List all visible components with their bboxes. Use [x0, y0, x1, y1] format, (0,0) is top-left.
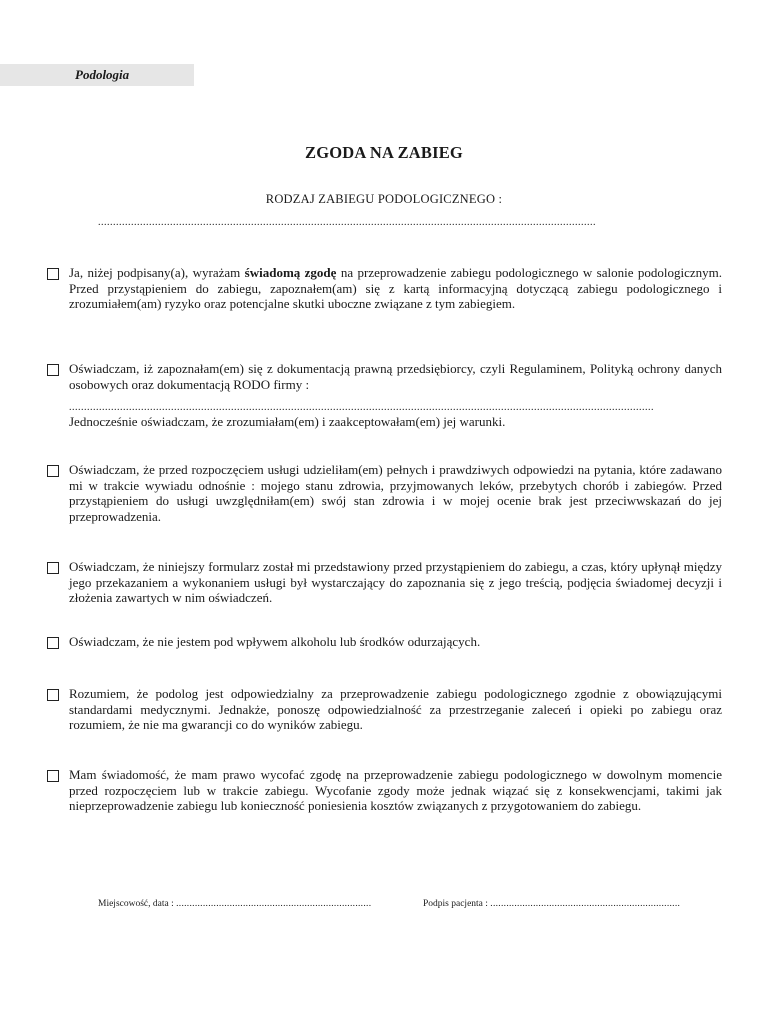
procedure-type-label: RODZAJ ZABIEGU PODOLOGICZNEGO :: [265, 192, 503, 206]
consent-text-3: Oświadczam, że przed rozpoczęciem usługi udzieliłam(em) pełnych i prawdziwych odpowiedzi na pytania, które zadawano mi w trakcie wywiadu odnośnie : mojego stanu zdrowia, przyjmowanych leków, przebytych chorób i zabiegów. Przed przystąpieniem do usługi uwzględniłam(em) swój stan zdrowia i w mojej ocenie brak jest przeciwwskazań do jej przeprowadzenia.: [69, 462, 722, 524]
procedure-type-blank[interactable]: ......................................................................................................................................................................: [98, 218, 596, 228]
patient-signature-label: Podpis pacjenta :: [423, 899, 488, 909]
consent-item-2: [47, 361, 722, 392]
consent-text-6: Rozumiem, że podolog jest odpowiedzialny za przeprowadzenie zabiegu podologicznego zgodnie z obowiązującymi standardami medycznymi. Jednakże, ponoszę odpowiedzialność za przestrzeganie zaleceń i opieki po zabiegu oraz rozumiem, że nie ma gwarancji co do wyników zabiegu.: [69, 686, 722, 732]
place-date-label: Miejscowość, data :: [98, 899, 174, 909]
consent-text-7: Mam świadomość, że mam prawo wycofać zgodę na przeprowadzenie zabiegu podologicznego w dowolnym momencie przed rozpoczęciem lub w trakcie zabiegu. Wycofanie zgody może jednak wiązać się z konsekwencjami, takimi jak nieprzeprowadzenie zabiegu lub konieczność poniesienia kosztów związanych z przygotowaniem do zabiegu.: [69, 767, 722, 813]
consent-text-2: Oświadczam, iż zapoznałam(em) się z dokumentacją prawną przedsiębiorcy, czyli Regulaminem, Polityką ochrony danych osobowych oraz dokumentacją RODO firmy :: [69, 361, 722, 392]
consent-item-3: [47, 462, 722, 524]
header-label: Podologia: [75, 67, 130, 82]
consent-checkbox-4[interactable]: [47, 562, 59, 574]
consent-checkbox-2[interactable]: [47, 364, 59, 376]
consent-text-2-acceptance: Jednocześnie oświadczam, że zrozumiałam(em) i zaakceptowałam(em) jej warunki.: [69, 414, 506, 429]
consent-checkbox-3[interactable]: [47, 465, 59, 477]
place-date-field: [98, 899, 371, 909]
place-date-blank[interactable]: .........................................................................: [176, 899, 372, 909]
patient-signature-field: [423, 899, 680, 909]
rodo-documentation-blank[interactable]: ...................................................................................................................................................................................................: [69, 403, 654, 413]
consent-item-7: [47, 767, 722, 814]
consent-item-6: [47, 686, 722, 733]
consent-item-2-continuation: [47, 414, 722, 430]
consent-checkbox-7[interactable]: [47, 770, 59, 782]
consent-text-1: Ja, niżej podpisany(a), wyrażam świadomą zgodę na przeprowadzenie zabiegu podologicznego w salonie podologicznym. Przed przystąpieniem do zabiegu, zapoznałem(am) się z kartą informacyjną dotyczącą zabiegu podologicznego i zrozumiałem(am) ryzyko oraz potencjalne skutki uboczne związane z tym zabiegiem.: [69, 265, 722, 311]
consent-checkbox-1[interactable]: [47, 268, 59, 280]
consent-text-4: Oświadczam, że niniejszy formularz został mi przedstawiony przed przystąpieniem do zabiegu, a czas, który upłynął między jego przekazaniem a wykonaniem usługi był wystarczający do zapoznania się z jego treścią, podjęcia świadomej decyzji i złożenia zawartych w nim oświadczeń.: [69, 559, 722, 605]
consent-item-4: [47, 559, 722, 606]
consent-item-1: [47, 265, 722, 312]
consent-text-5: Oświadczam, że nie jestem pod wpływem alkoholu lub środków odurzających.: [69, 634, 481, 649]
document-title: ZGODA NA ZABIEG: [305, 143, 463, 162]
consent-checkbox-5[interactable]: [47, 637, 59, 649]
consent-item-5: [47, 634, 722, 650]
consent-checkbox-6[interactable]: [47, 689, 59, 701]
patient-signature-blank[interactable]: .......................................................................: [490, 899, 681, 909]
